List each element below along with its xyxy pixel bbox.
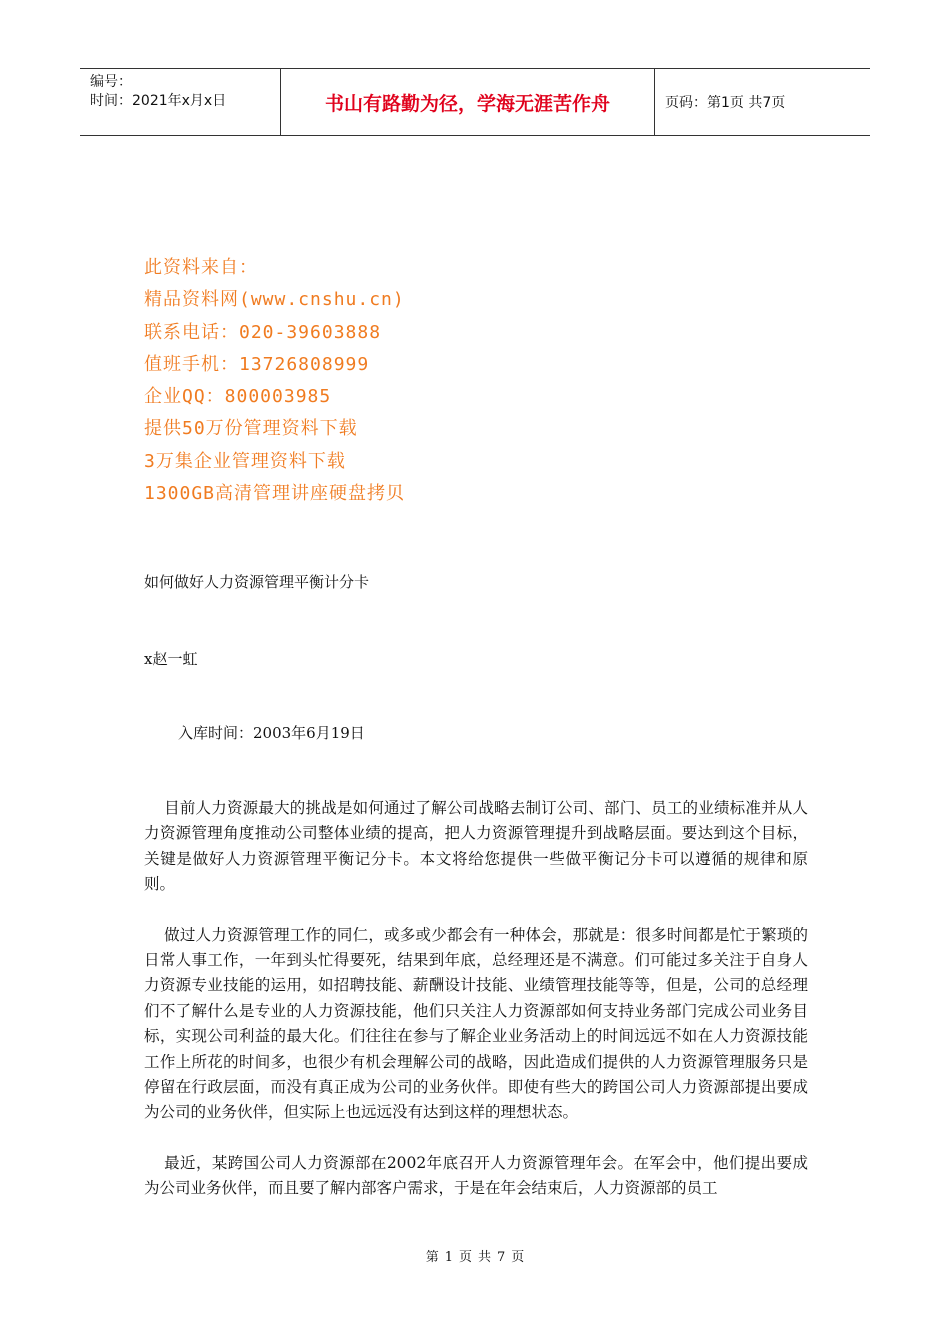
footer-di: 第	[425, 1250, 439, 1265]
header-meta	[80, 69, 281, 135]
promo-line: 值班手机：13726808999	[144, 353, 370, 375]
paragraph: 做过人力资源管理工作的同仁，或多或少都会有一种体会，那就是：很多时间都是忙于繁琐的日常人事工作，一年到头忙得要死，结果到年底，总经理还是不满意。们可能过多关注于自身人力资源专业技能的运用，如招聘技能、薪酬设计技能、业绩管理技能等等，但是，公司的总经理们不了解什么是专业的人力资源技能，他们只关注人力资源部如何支持业务部门完成公司业务目标，实现公司利益的最大化。们往往在参与了解企业业务活动上的时间远远不如在人力资源技能工作上所花的时间多，也很少有机会理解公司的战略，因此造成们提供的人力资源管理服务只是停留在行政层面，而没有真正成为公司的业务伙伴。即使有些大的跨国公司人力资源部提出要成为公司的业务伙伴，但实际上也远远没有达到这样的理想状态。	[144, 925, 808, 1122]
paragraph: 目前人力资源最大的挑战是如何通过了解公司战略去制订公司、部门、员工的业绩标准并从人力资源管理角度推动公司整体业绩的提高，把人力资源管理提升到战略层面。要达到这个目标，关键是做好人力资源管理平衡记分卡。本文将给您提供一些做平衡记分卡可以遵循的规律和原则。	[144, 799, 808, 894]
promo-line: 提供50万份管理资料下载	[144, 418, 358, 440]
promo-line: 联系电话：020-39603888	[144, 321, 382, 343]
number-label: 编号：	[90, 74, 132, 90]
footer-total-pages: 7	[497, 1250, 506, 1265]
article-author: x赵一虹	[144, 650, 198, 668]
promo-line: 精品资料网(www.cnshu.cn)	[144, 289, 405, 311]
header-page-code: 页码：第1页 共7页	[665, 95, 786, 111]
promo-block	[144, 252, 405, 510]
promo-line: 3万集企业管理资料下载	[144, 450, 346, 472]
time-label: 时间：2021年x月x日	[90, 93, 227, 109]
footer-ye: 页	[458, 1250, 472, 1265]
footer-page-number: 1	[444, 1250, 453, 1265]
page-footer	[0, 1246, 950, 1265]
promo-line: 企业QQ：800003985	[144, 386, 332, 408]
article-date: 入库时间：2003年6月19日	[178, 724, 365, 742]
promo-line: 此资料来自：	[144, 257, 258, 278]
promo-line: 1300GB高清管理讲座硬盘拷贝	[144, 483, 406, 505]
article-title: 如何做好人力资源管理平衡计分卡	[144, 573, 370, 591]
footer-gong: 共	[478, 1250, 492, 1265]
footer-ye: 页	[511, 1250, 525, 1265]
page-header	[80, 68, 870, 136]
paragraph: 最近，某跨国公司人力资源部在2002年底召开人力资源管理年会。在军会中，他们提出要成为公司业务伙伴，而且要了解内部客户需求，于是在年会结束后，人力资源部的员工	[144, 1153, 808, 1198]
header-motto: 书山有路勤为径，学海无涯苦作舟	[281, 69, 655, 135]
article-body	[144, 796, 808, 1227]
